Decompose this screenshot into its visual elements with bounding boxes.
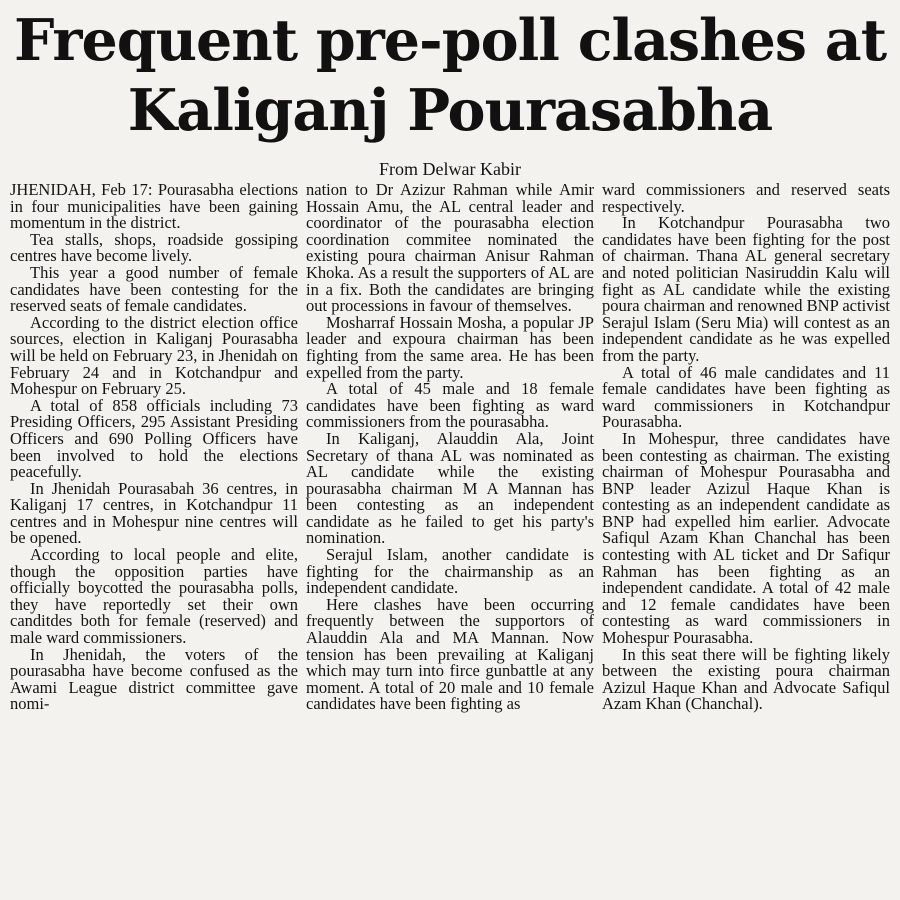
paragraph: In Jhenidah Pourasabah 36 centres, in Kaliganj 17 centres, in Kotchandpur 11 centres and in Mohespur nine centres will be opened. xyxy=(10,478,298,548)
paragraph: In Kaliganj, Alauddin Ala, Joint Secretary of thana AL was nominated as AL candidate while the existing pourasabha chairman M A Mannan has been contesting as an independent candidate as he failed to get his party's nomination. xyxy=(306,428,594,548)
paragraph: Mosharraf Hossain Mosha, a popular JP leader and expoura chairman has been fighting from the same area. He has been expelled from the party. xyxy=(306,312,594,382)
article-body xyxy=(10,182,890,894)
paragraph: A total of 46 male candidates and 11 female candidates have been fighting as ward commissioners in Kotchandpur Pourasabha. xyxy=(602,362,890,432)
paragraph: JHENIDAH, Feb 17: Pourasabha elections in four municipalities have been gaining momentum in the district. xyxy=(10,182,298,233)
paragraph: In this seat there will be fighting likely between the existing poura chairman Azizul Haque Khan and Advocate Safiqul Azam Khan (Chanchal). xyxy=(602,644,890,714)
paragraph: This year a good number of female candidates have been contesting for the reserved seats of female candidates. xyxy=(10,262,298,316)
paragraph: Tea stalls, shops, roadside gossiping centres have become lively. xyxy=(10,229,298,266)
headline-line-1: Frequent pre-poll clashes at xyxy=(13,7,887,74)
paragraph: Here clashes have been occurring frequently between the supportors of Alauddin Ala and MA Mannan. Now tension has been prevailing at Kaliganj which may turn into firce gunbattle at any moment. A total of 20 male and 10 female candidates have been fighting as xyxy=(306,594,594,714)
paragraph: nation to Dr Azizur Rahman while Amir Hossain Amu, the AL central leader and coordinator of the pourasabha election coordination commitee nominated the existing poura chairman Anisur Rahman Khoka. As a result the supporters of AL are in a fix. Both the candidates are bringing out processions in favour of themselves. xyxy=(306,182,594,316)
article-column-3 xyxy=(602,182,890,894)
paragraph: According to the district election office sources, election in Kaliganj Pourasabha will be held on February 23, in Jhenidah on February 24 and in Kotchandpur and Mohespur on February 25. xyxy=(10,312,298,399)
paragraph: Serajul Islam, another candidate is fighting for the chairmanship as an independent candidate. xyxy=(306,545,594,598)
article-column-1 xyxy=(10,182,298,894)
paragraph: ward commissioners and reserved seats respectively. xyxy=(602,182,890,216)
paragraph: In Mohespur, three candidates have been contesting as chairman. The existing chairman of Mohespur Pourasabha and BNP leader Azizul Haque Khan is contesting as an independent candidate as BNP had expelled him earlier. Advocate Safiqul Azam Khan Chanchal has been contesting with AL ticket and Dr Safiqur Rahman has been fighting as an independent candidate. A total of 42 male and 12 female candidates have been contesting as ward commissioners in Mohespur Pourasabha. xyxy=(602,428,890,648)
byline: From Delwar Kabir xyxy=(379,159,521,179)
paragraph: In Jhenidah, the voters of the pourasabha have become confused as the Awami League district committee gave nomi- xyxy=(10,644,298,714)
paragraph: In Kotchandpur Pourasabha two candidates have been fighting for the post of chairman. Thana AL general secretary and noted politician Nasiruddin Kalu will fight as AL candidate while the existing poura chairman and renowned BNP activist Serajul Islam (Seru Mia) will contest as an independent candidate as he was expelled from the party. xyxy=(602,213,890,365)
article-column-2 xyxy=(306,182,594,894)
paragraph: According to local people and elite, though the opposition parties have officially boycotted the pourasabha polls, they have reportedly set their own canditdes both for female (reserved) and male ward commissioners. xyxy=(10,545,298,648)
headline-line-2: Kaliganj Pourasabha xyxy=(127,77,773,144)
headline xyxy=(0,0,900,146)
paragraph: A total of 858 officials including 73 Presiding Officers, 295 Assistant Presiding Officers and 690 Polling Officers have been involved to hold the elections peacefully. xyxy=(10,395,298,482)
paragraph: A total of 45 male and 18 female candidates have been fighting as ward commissioners from the pourasabha. xyxy=(306,379,594,432)
